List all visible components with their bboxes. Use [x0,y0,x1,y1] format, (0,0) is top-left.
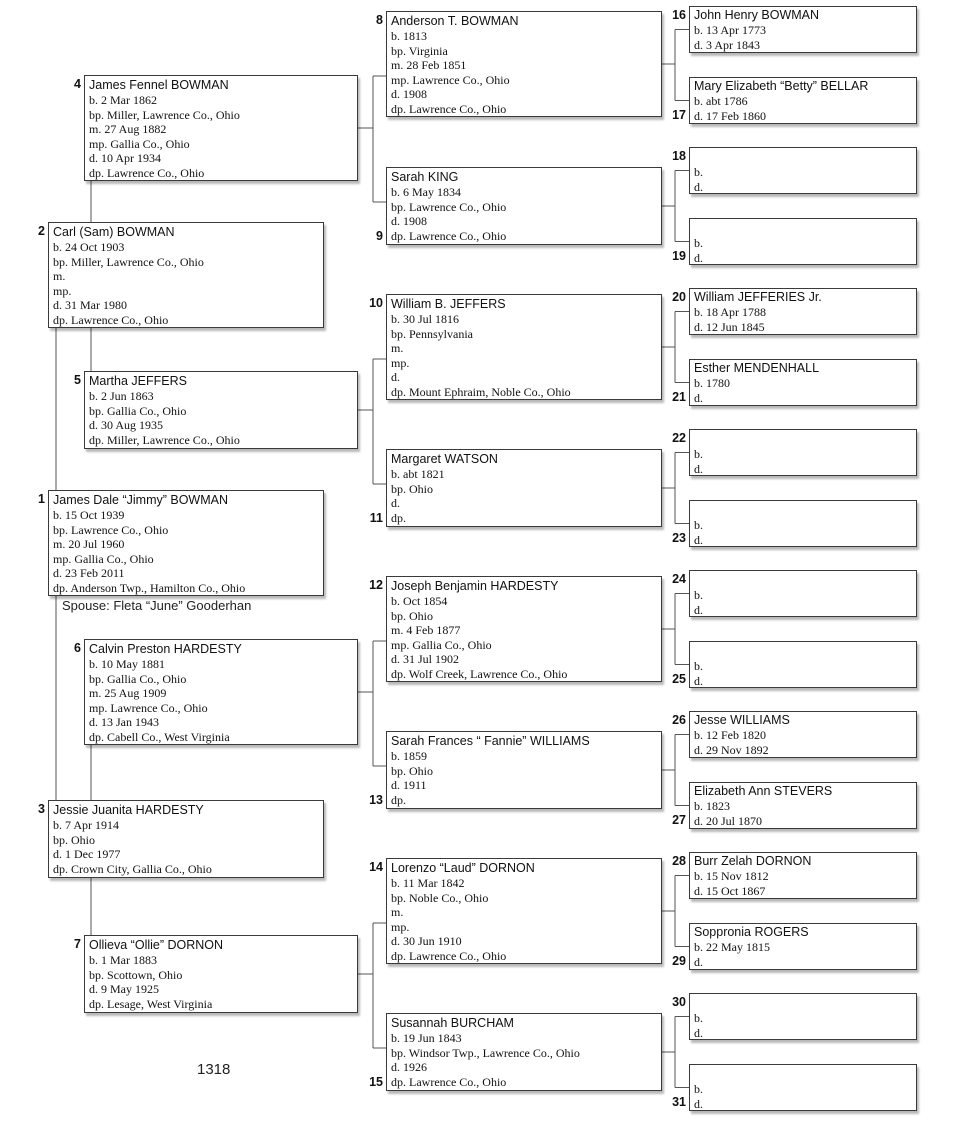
person-number-13: 13 [369,793,383,807]
page-number: 1318 [197,1061,231,1078]
person-fact: d. 30 Aug 1935 [89,418,164,433]
person-box-3[interactable] [48,800,324,878]
person-box-14[interactable] [386,858,662,964]
person-name: Mary Elizabeth “Betty” BELLAR [694,79,869,93]
person-fact: mp. [391,355,410,370]
person-fact: b. [694,659,703,673]
person-name: Lorenzo “Laud” DORNON [391,861,535,875]
person-fact: b. 18 Apr 1788 [694,305,766,319]
person-number-21: 21 [672,390,686,404]
person-number-30: 30 [672,995,686,1009]
person-fact: d. [694,532,703,547]
person-fact: b. 2 Jun 1863 [89,389,154,403]
person-fact: dp. [391,510,406,525]
person-fact: d. 31 Jul 1902 [391,652,460,667]
person-name: Soppronia ROGERS [694,925,809,939]
person-fact: d. [391,370,400,385]
person-fact: d. [694,179,703,194]
person-fact: b. [694,1082,703,1096]
person-name: Elizabeth Ann STEVERS [694,784,833,798]
person-fact: bp. Ohio [391,608,433,623]
person-number-26: 26 [672,713,686,727]
person-fact: b. 24 Oct 1903 [53,240,125,254]
person-name: Margaret WATSON [391,452,498,466]
person-fact: d. [694,673,703,688]
person-fact: b. [694,588,703,602]
person-fact: mp. Lawrence Co., Ohio [89,700,208,715]
person-name: Susannah BURCHAM [391,1016,514,1030]
person-fact: dp. Anderson Twp., Hamilton Co., Ohio [53,580,246,595]
person-name: Sarah KING [391,170,459,184]
person-box-11[interactable] [386,449,662,527]
person-fact: d. 1911 [391,778,427,793]
person-fact: b. abt 1821 [391,467,445,481]
person-box-1[interactable] [48,490,324,596]
person-box-27[interactable] [689,782,917,829]
person-number-19: 19 [672,249,686,263]
person-number-16: 16 [672,8,686,22]
person-number-3: 3 [38,802,45,816]
person-fact: b. [694,236,703,250]
person-fact: dp. Lawrence Co., Ohio [391,101,507,116]
person-fact: d. 1908 [391,214,427,229]
person-fact: m. [53,269,66,284]
person-fact: dp. Lawrence Co., Ohio [391,228,507,243]
person-number-29: 29 [672,954,686,968]
person-fact: dp. Cabell Co., West Virginia [89,729,230,744]
person-number-23: 23 [672,531,686,545]
person-fact: dp. Mount Ephraim, Noble Co., Ohio [391,384,571,399]
spouse-label: Spouse: Fleta “June” Gooderhan [62,598,252,613]
person-name: Jessie Juanita HARDESTY [53,803,204,817]
person-fact: d. 30 Jun 1910 [391,934,462,949]
person-box-25[interactable] [689,641,917,688]
person-name: Esther MENDENHALL [694,361,820,375]
person-fact: bp. Gallia Co., Ohio [89,403,187,418]
person-fact: bp. Lawrence Co., Ohio [53,522,169,537]
person-name: Ollieva “Ollie” DORNON [89,938,224,952]
person-box-19[interactable] [689,218,917,265]
person-box-6[interactable] [84,639,358,745]
person-fact: mp. [391,919,410,934]
person-box-12[interactable] [386,576,662,682]
person-fact: b. 7 Apr 1914 [53,818,119,832]
person-fact: bp. Lawrence Co., Ohio [391,199,507,214]
person-fact: b. 13 Apr 1773 [694,23,766,37]
person-fact: b. 6 May 1834 [391,185,461,199]
person-name: Martha JEFFERS [89,374,187,388]
person-box-7[interactable] [84,935,358,1013]
person-fact: m. 20 Jul 1960 [53,537,125,552]
person-number-11: 11 [369,511,383,525]
person-fact: b. 1780 [694,376,730,390]
person-number-18: 18 [672,149,686,163]
person-fact: d. 9 May 1925 [89,982,159,997]
person-name: Sarah Frances “ Fannie” WILLIAMS [391,734,590,748]
person-number-6: 6 [74,641,81,655]
person-box-13[interactable] [386,731,662,809]
person-fact: mp. Gallia Co., Ohio [391,637,492,652]
person-fact: b. 19 Jun 1843 [391,1031,462,1045]
person-fact: dp. [391,792,406,807]
person-fact: m. [391,341,404,356]
person-box-9[interactable] [386,167,662,245]
person-number-20: 20 [672,290,686,304]
person-fact: d. [391,496,400,511]
person-number-25: 25 [672,672,686,686]
person-number-27: 27 [672,813,686,827]
person-fact: m. 28 Feb 1851 [391,58,467,73]
person-fact: b. 22 May 1815 [694,940,770,954]
person-fact: b. 2 Mar 1862 [89,93,157,107]
person-number-10: 10 [369,296,383,310]
person-fact: d. 23 Feb 2011 [53,566,125,581]
person-box-24[interactable] [689,570,917,617]
person-fact: b. 1 Mar 1883 [89,953,157,967]
person-fact: bp. Ohio [53,832,95,847]
person-fact: bp. Gallia Co., Ohio [89,671,187,686]
person-number-2: 2 [38,224,45,238]
person-fact: d. 29 Nov 1892 [694,742,769,757]
person-fact: b. [694,447,703,461]
person-fact: b. Oct 1854 [391,594,448,608]
person-box-29[interactable] [689,923,917,970]
person-fact: bp. Ohio [391,763,433,778]
person-number-1: 1 [38,492,45,506]
person-number-24: 24 [672,572,686,586]
person-box-17[interactable] [689,77,917,124]
person-box-20[interactable] [689,288,917,335]
person-fact: dp. Lawrence Co., Ohio [89,165,205,180]
person-fact: d. 31 Mar 1980 [53,298,127,313]
person-number-9: 9 [376,229,383,243]
person-fact: mp. Gallia Co., Ohio [89,136,190,151]
person-fact: d. 3 Apr 1843 [694,37,760,52]
person-fact: b. [694,1011,703,1025]
person-fact: b. 1813 [391,29,427,43]
person-fact: mp. Lawrence Co., Ohio [391,72,510,87]
person-number-12: 12 [369,578,383,592]
person-fact: d. 15 Oct 1867 [694,883,766,898]
person-fact: b. 30 Jul 1816 [391,312,460,326]
person-fact: bp. Windsor Twp., Lawrence Co., Ohio [391,1045,580,1060]
person-number-14: 14 [369,860,383,874]
person-fact: d. [694,250,703,265]
person-fact: bp. Noble Co., Ohio [391,890,489,905]
person-fact: dp. Wolf Creek, Lawrence Co., Ohio [391,666,568,681]
person-fact: bp. Miller, Lawrence Co., Ohio [53,254,204,269]
person-box-28[interactable] [689,852,917,899]
person-fact: d. [694,1096,703,1111]
person-box-15[interactable] [386,1013,662,1091]
person-fact: dp. Lawrence Co., Ohio [53,312,169,327]
person-fact: b. 1823 [694,799,730,813]
person-name: Jesse WILLIAMS [694,713,790,727]
person-number-31: 31 [672,1095,686,1109]
person-name: James Dale “Jimmy” BOWMAN [53,493,229,507]
person-fact: d. 1 Dec 1977 [53,847,121,862]
person-fact: bp. Scottown, Ohio [89,967,183,982]
person-fact: b. abt 1786 [694,94,748,108]
person-name: Calvin Preston HARDESTY [89,642,242,656]
person-fact: d. 10 Apr 1934 [89,151,161,166]
person-number-8: 8 [376,13,383,27]
person-name: William B. JEFFERS [391,297,506,311]
person-fact: bp. Virginia [391,43,448,58]
person-fact: b. 12 Feb 1820 [694,728,766,742]
person-box-2[interactable] [48,222,324,328]
person-number-22: 22 [672,431,686,445]
person-fact: b. 10 May 1881 [89,657,165,671]
person-fact: d. [694,461,703,476]
person-fact: mp. [53,283,72,298]
person-box-23[interactable] [689,500,917,547]
person-box-5[interactable] [84,371,358,449]
person-box-31[interactable] [689,1064,917,1111]
person-fact: d. [694,954,703,969]
person-fact: b. [694,165,703,179]
person-box-30[interactable] [689,993,917,1040]
person-fact: m. 4 Feb 1877 [391,623,461,638]
person-number-28: 28 [672,854,686,868]
person-fact: b. 15 Oct 1939 [53,508,125,522]
person-fact: bp. Ohio [391,481,433,496]
person-number-4: 4 [74,77,81,91]
person-fact: m. 27 Aug 1882 [89,122,167,137]
person-fact: m. [391,905,404,920]
person-fact: d. 12 Jun 1845 [694,319,765,334]
person-fact: b. 11 Mar 1842 [391,876,465,890]
person-fact: dp. Miller, Lawrence Co., Ohio [89,432,240,447]
person-fact: dp. Crown City, Gallia Co., Ohio [53,861,212,876]
person-fact: dp. Lawrence Co., Ohio [391,1074,507,1089]
person-fact: d. 17 Feb 1860 [694,108,766,123]
person-number-5: 5 [74,373,81,387]
person-name: Anderson T. BOWMAN [391,14,519,28]
person-box-21[interactable] [689,359,917,406]
person-fact: bp. Pennsylvania [391,326,473,341]
person-fact: mp. Gallia Co., Ohio [53,551,154,566]
person-fact: d. 20 Jul 1870 [694,813,763,828]
person-box-10[interactable] [386,294,662,400]
person-box-8[interactable] [386,11,662,117]
person-fact: b. [694,518,703,532]
person-box-18[interactable] [689,147,917,194]
person-fact: d. 1908 [391,87,427,102]
person-name: Carl (Sam) BOWMAN [53,225,175,239]
person-fact: d. 13 Jan 1943 [89,715,159,730]
person-name: John Henry BOWMAN [694,8,820,22]
person-fact: b. 1859 [391,749,427,763]
person-fact: dp. Lawrence Co., Ohio [391,948,507,963]
person-name: Joseph Benjamin HARDESTY [391,579,559,593]
person-name: James Fennel BOWMAN [89,78,229,92]
person-box-26[interactable] [689,711,917,758]
person-fact: d. [694,1025,703,1040]
person-fact: d. [694,602,703,617]
person-fact: bp. Miller, Lawrence Co., Ohio [89,107,240,122]
person-name: Burr Zelah DORNON [694,854,812,868]
person-fact: d. [694,390,703,405]
person-number-15: 15 [369,1075,383,1089]
person-fact: dp. Lesage, West Virginia [89,996,213,1011]
person-number-7: 7 [74,937,81,951]
person-box-22[interactable] [689,429,917,476]
person-box-4[interactable] [84,75,358,181]
person-number-17: 17 [672,108,686,122]
person-fact: d. 1926 [391,1060,427,1075]
person-box-16[interactable] [689,6,917,53]
person-name: William JEFFERIES Jr. [694,290,822,304]
person-fact: b. 15 Nov 1812 [694,869,769,883]
person-fact: m. 25 Aug 1909 [89,686,167,701]
